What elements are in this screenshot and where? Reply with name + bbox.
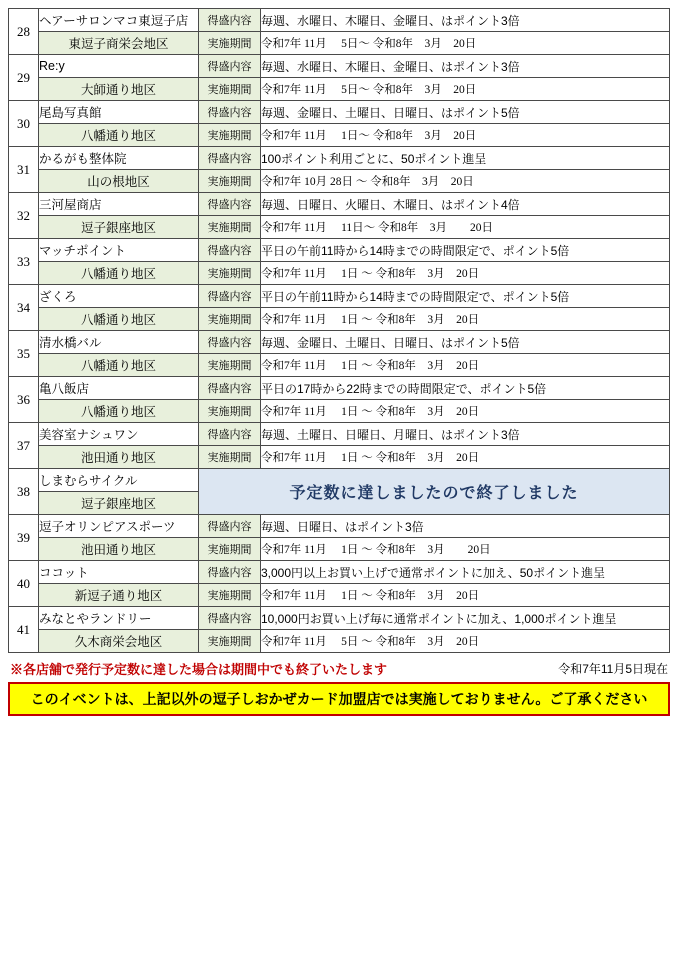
benefit-content: 3,000円以上お買い上げで通常ポイントに加え、50ポイント進呈 [261, 561, 670, 584]
table-row [9, 216, 670, 239]
period-label: 実施期間 [199, 308, 261, 331]
shop-area: 東逗子商栄会地区 [39, 32, 199, 55]
period-label: 実施期間 [199, 584, 261, 607]
shop-name: 清水橋バル [39, 331, 199, 354]
shop-area: 八幡通り地区 [39, 400, 199, 423]
table-row [9, 515, 670, 538]
benefit-content: 10,000円お買い上げ毎に通常ポイントに加え、1,000ポイント進呈 [261, 607, 670, 630]
benefit-label: 得盛内容 [199, 193, 261, 216]
shop-area: 池田通り地区 [39, 538, 199, 561]
merchant-benefits-table [8, 8, 670, 653]
shop-name: 三河屋商店 [39, 193, 199, 216]
table-row [9, 285, 670, 308]
period-label: 実施期間 [199, 32, 261, 55]
period-label: 実施期間 [199, 124, 261, 147]
shop-area: 新逗子通り地区 [39, 584, 199, 607]
period-label: 実施期間 [199, 262, 261, 285]
benefit-label: 得盛内容 [199, 147, 261, 170]
period-label: 実施期間 [199, 538, 261, 561]
shop-name: ざくろ [39, 285, 199, 308]
period-value: 令和7年 11月 1日 ～ 令和8年 3月 20日 [261, 262, 670, 285]
benefit-content: 毎週、金曜日、土曜日、日曜日、はポイント5倍 [261, 331, 670, 354]
benefit-label: 得盛内容 [199, 55, 261, 78]
benefit-content: 毎週、水曜日、木曜日、金曜日、はポイント3倍 [261, 9, 670, 32]
benefit-content: 100ポイント利用ごとに、50ポイント進呈 [261, 147, 670, 170]
table-row [9, 607, 670, 630]
period-value: 令和7年 10月 28日 ～ 令和8年 3月 20日 [261, 170, 670, 193]
period-value: 令和7年 11月 1日 ～ 令和8年 3月 20日 [261, 446, 670, 469]
period-label: 実施期間 [199, 354, 261, 377]
table-row [9, 193, 670, 216]
shop-name: ココット [39, 561, 199, 584]
table-row [9, 630, 670, 653]
period-value: 令和7年 11月 5日～ 令和8年 3月 20日 [261, 32, 670, 55]
row-number: 32 [9, 193, 39, 239]
benefit-content: 毎週、日曜日、はポイント3倍 [261, 515, 670, 538]
shop-area: 八幡通り地区 [39, 308, 199, 331]
footer-banner: このイベントは、上記以外の逗子しおかぜカード加盟店では実施しておりません。ご了承ください [8, 682, 670, 716]
row-number: 39 [9, 515, 39, 561]
table-row [9, 32, 670, 55]
table-row [9, 308, 670, 331]
table-body [9, 9, 670, 653]
period-value: 令和7年 11月 1日 ～ 令和8年 3月 20日 [261, 354, 670, 377]
benefit-content: 平日の午前11時から14時までの時間限定で、ポイント5倍 [261, 285, 670, 308]
footer-as-of-date: 令和7年11月5日現在 [558, 662, 668, 676]
row-number: 37 [9, 423, 39, 469]
period-value: 令和7年 11月 1日 ～ 令和8年 3月 20日 [261, 308, 670, 331]
benefit-label: 得盛内容 [199, 9, 261, 32]
shop-area: 久木商栄会地区 [39, 630, 199, 653]
period-value: 令和7年 11月 5日～ 令和8年 3月 20日 [261, 78, 670, 101]
period-label: 実施期間 [199, 630, 261, 653]
benefit-label: 得盛内容 [199, 607, 261, 630]
shop-name: しまむらサイクル [39, 469, 199, 492]
table-row [9, 354, 670, 377]
footer-top-row [8, 659, 670, 680]
row-number: 34 [9, 285, 39, 331]
table-row [9, 101, 670, 124]
row-number: 28 [9, 9, 39, 55]
benefit-label: 得盛内容 [199, 285, 261, 308]
table-row [9, 239, 670, 262]
table-row [9, 584, 670, 607]
row-number: 38 [9, 469, 39, 515]
row-number: 35 [9, 331, 39, 377]
table-row [9, 377, 670, 400]
shop-name: 尾島写真館 [39, 101, 199, 124]
benefit-label: 得盛内容 [199, 515, 261, 538]
benefit-content: 毎週、金曜日、土曜日、日曜日、はポイント5倍 [261, 101, 670, 124]
shop-name: 逗子オリンピアスポーツ [39, 515, 199, 538]
table-row [9, 262, 670, 285]
period-label: 実施期間 [199, 216, 261, 239]
status-badge: 予定数に達しましたので終了しました [199, 469, 670, 515]
shop-area: 池田通り地区 [39, 446, 199, 469]
row-number: 29 [9, 55, 39, 101]
row-number: 30 [9, 101, 39, 147]
benefit-content: 平日の17時から22時までの時間限定で、ポイント5倍 [261, 377, 670, 400]
row-number: 36 [9, 377, 39, 423]
period-label: 実施期間 [199, 446, 261, 469]
shop-name: かるがも整体院 [39, 147, 199, 170]
shop-name: 亀八飯店 [39, 377, 199, 400]
benefit-label: 得盛内容 [199, 331, 261, 354]
period-value: 令和7年 11月 5日 ～ 令和8年 3月 20日 [261, 630, 670, 653]
shop-area: 大師通り地区 [39, 78, 199, 101]
table-row [9, 538, 670, 561]
table-row [9, 147, 670, 170]
shop-area: 八幡通り地区 [39, 262, 199, 285]
benefit-label: 得盛内容 [199, 239, 261, 262]
period-value: 令和7年 11月 1日 ～ 令和8年 3月 20日 [261, 400, 670, 423]
table-row [9, 400, 670, 423]
footer [8, 659, 670, 716]
period-label: 実施期間 [199, 170, 261, 193]
table-row [9, 561, 670, 584]
shop-name: みなとやランドリー [39, 607, 199, 630]
period-value: 令和7年 11月 1日～ 令和8年 3月 20日 [261, 124, 670, 147]
shop-area: 逗子銀座地区 [39, 492, 199, 515]
row-number: 41 [9, 607, 39, 653]
benefit-content: 平日の午前11時から14時までの時間限定で、ポイント5倍 [261, 239, 670, 262]
table-row [9, 423, 670, 446]
period-label: 実施期間 [199, 400, 261, 423]
table-row [9, 469, 670, 492]
footer-disclaimer: ※各店舗で発行予定数に達した場合は期間中でも終了いたします [10, 662, 388, 677]
row-number: 31 [9, 147, 39, 193]
benefit-content: 毎週、土曜日、日曜日、月曜日、はポイント3倍 [261, 423, 670, 446]
shop-area: 八幡通り地区 [39, 124, 199, 147]
benefit-label: 得盛内容 [199, 101, 261, 124]
table-row [9, 331, 670, 354]
table-row [9, 55, 670, 78]
shop-name: マッチポイント [39, 239, 199, 262]
period-label: 実施期間 [199, 78, 261, 101]
table-row [9, 446, 670, 469]
shop-area: 八幡通り地区 [39, 354, 199, 377]
shop-area: 山の根地区 [39, 170, 199, 193]
shop-area: 逗子銀座地区 [39, 216, 199, 239]
table-row [9, 9, 670, 32]
benefit-content: 毎週、日曜日、火曜日、木曜日、はポイント4倍 [261, 193, 670, 216]
benefit-label: 得盛内容 [199, 377, 261, 400]
benefit-label: 得盛内容 [199, 561, 261, 584]
period-value: 令和7年 11月 11日～ 令和8年 3月 20日 [261, 216, 670, 239]
benefit-label: 得盛内容 [199, 423, 261, 446]
row-number: 33 [9, 239, 39, 285]
shop-name: Re:y [39, 55, 199, 78]
table-row [9, 170, 670, 193]
table-row [9, 78, 670, 101]
table-row [9, 124, 670, 147]
period-value: 令和7年 11月 1日 ～ 令和8年 3月 20日 [261, 538, 670, 561]
benefit-content: 毎週、水曜日、木曜日、金曜日、はポイント3倍 [261, 55, 670, 78]
shop-name: 美容室ナシュワン [39, 423, 199, 446]
shop-name: ヘアーサロンマコ東逗子店 [39, 9, 199, 32]
row-number: 40 [9, 561, 39, 607]
period-value: 令和7年 11月 1日 ～ 令和8年 3月 20日 [261, 584, 670, 607]
